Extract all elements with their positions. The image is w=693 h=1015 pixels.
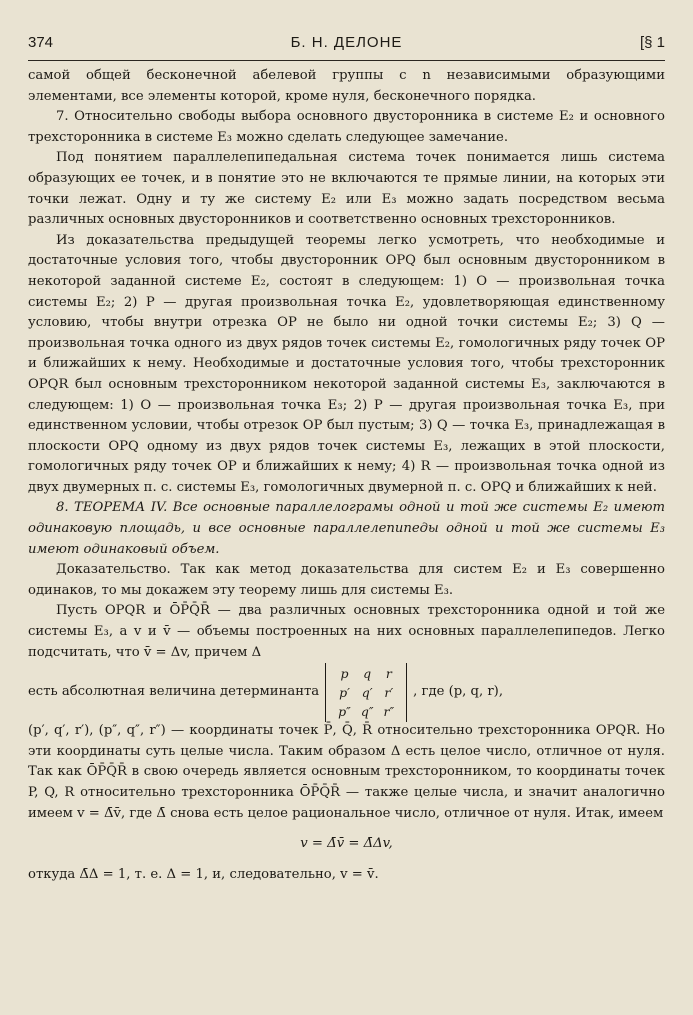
conclusion-line: откуда Δ̄Δ = 1, т. е. Δ = 1, и, следовательно, v = v̄. — [28, 866, 379, 882]
proof-paragraph: Пусть OPQR и ŌP̄Q̄R̄ — два различных основных трехсторонника одной и той же системы E₃, а v и v̄ — объемы построенных на них основных параллелепипедов. Легко подсчитать, что v̄ = Δv, причем Δ — [28, 603, 665, 660]
display-equation: v = Δ̄v̄ = Δ̄Δv, — [300, 836, 393, 852]
header-rule — [28, 60, 665, 61]
paragraph-conditions: Из доказательства предыдущей теоремы легко усмотреть, что необходимые и достаточные условия того, чтобы двусторонник OPQ был основным двусторонником в некоторой заданной системе E₂, состоят в следующем: 1) O — произвольная точка системы E₂; 2) P — другая произвольная точка E₂, удовлетворяющая единственному условию, чтобы внутри отрезка OP не было ни одной точки системы E₂; 3) Q — произвольная точка одного из двух рядов точек системы E₂, гомологичных ряду точек OP и ближайших к нему. Необходимые и достаточные условия того, чтобы трехсторонник OPQR был основным трехсторонником некоторой заданной системы E₃, заключаются в следующем: 1) O — произвольная точка E₃; 2) P — другая произвольная точка E₃, при единственном условии, чтобы отрезок OP был пустым; 3) Q — точка E₃, принадлежащая в плоскости OPQ одному из двух рядов точек системы E₃, лежащих в этой плоскости, гомологичных ряду точек OP и ближайших к нему; 4) R — произвольная точка одной из двух двумерных п. с. системы E₃, гомологичных двумерной п. с. OPQ и ближайших к ней. — [28, 232, 665, 495]
page-number: 374 — [28, 34, 54, 51]
determinant-trail-text: , где (p, q, r), — [413, 683, 504, 699]
det-cell: q′ — [361, 684, 373, 700]
proof-intro: Доказательство. Так как метод доказательства для систем E₂ и E₃ совершенно одинаков, то мы докажем эту теорему лишь для системы E₃. — [28, 562, 665, 598]
determinant-lead-text: есть абсолютная величина детерминанта — [28, 683, 320, 699]
theorem-iv: 8. ТЕОРЕМА IV. Все основные параллелограмы одной и той же системы E₂ имеют одинаковую площадь, и все основные параллелепипеды одной и той же системы E₃ имеют одинаковый объем. — [28, 500, 665, 557]
det-cell: r″ — [383, 703, 395, 719]
paragraph-definition: Под понятием параллелепипедальная система точек понимается лишь система образующих ее точек, и в понятие это не включаются те прямые линии, на которых эти точки лежат. Одну и ту же систему E₂ или E₃ можно задать посредством весьма различных основных двусторонников и соответственно основных трехсторонников. — [28, 150, 665, 228]
det-cell: p′ — [339, 684, 350, 700]
paragraph-7: 7. Относительно свободы выбора основного двусторонника в системе E₂ и основного трехсторонника в системе E₃ можно сделать следующее замечание. — [28, 109, 665, 145]
det-cell: q″ — [360, 703, 374, 719]
determinant-matrix — [325, 663, 407, 722]
proof-continuation: (p′, q′, r′), (p″, q″, r″) — координаты точек P̄, Q̄, R̄ относительно трехсторонника OPQR. Но эти координаты суть целые числа. Таким образом Δ есть целое число, отличное от нуля. Так как ŌP̄Q̄R̄ в свою очередь является основным трехсторонником, то координаты точек P, Q, R относительно трехсторонника ŌP̄Q̄R̄ — также целые числа, и значит аналогично имеем v = Δ̄v̄, где Δ̄ снова есть целое рациональное число, отличное от нуля. Итак, имеем — [28, 723, 665, 821]
determinant-line — [28, 663, 665, 721]
det-cell: q — [363, 665, 372, 681]
section-marker: [§ 1 — [639, 34, 665, 51]
det-cell: r′ — [384, 684, 394, 700]
running-header — [28, 34, 665, 60]
det-cell: p — [340, 665, 349, 681]
det-cell: r — [385, 665, 392, 681]
paragraph-continuation: самой общей бесконечной абелевой группы с n независимыми образующими элементами, все элементы которой, кроме нуля, бесконечного порядка. — [28, 68, 665, 104]
running-head-author: Б. Н. ДЕЛОНЕ — [290, 34, 403, 51]
det-cell: p″ — [338, 703, 351, 719]
page-body — [28, 66, 665, 885]
